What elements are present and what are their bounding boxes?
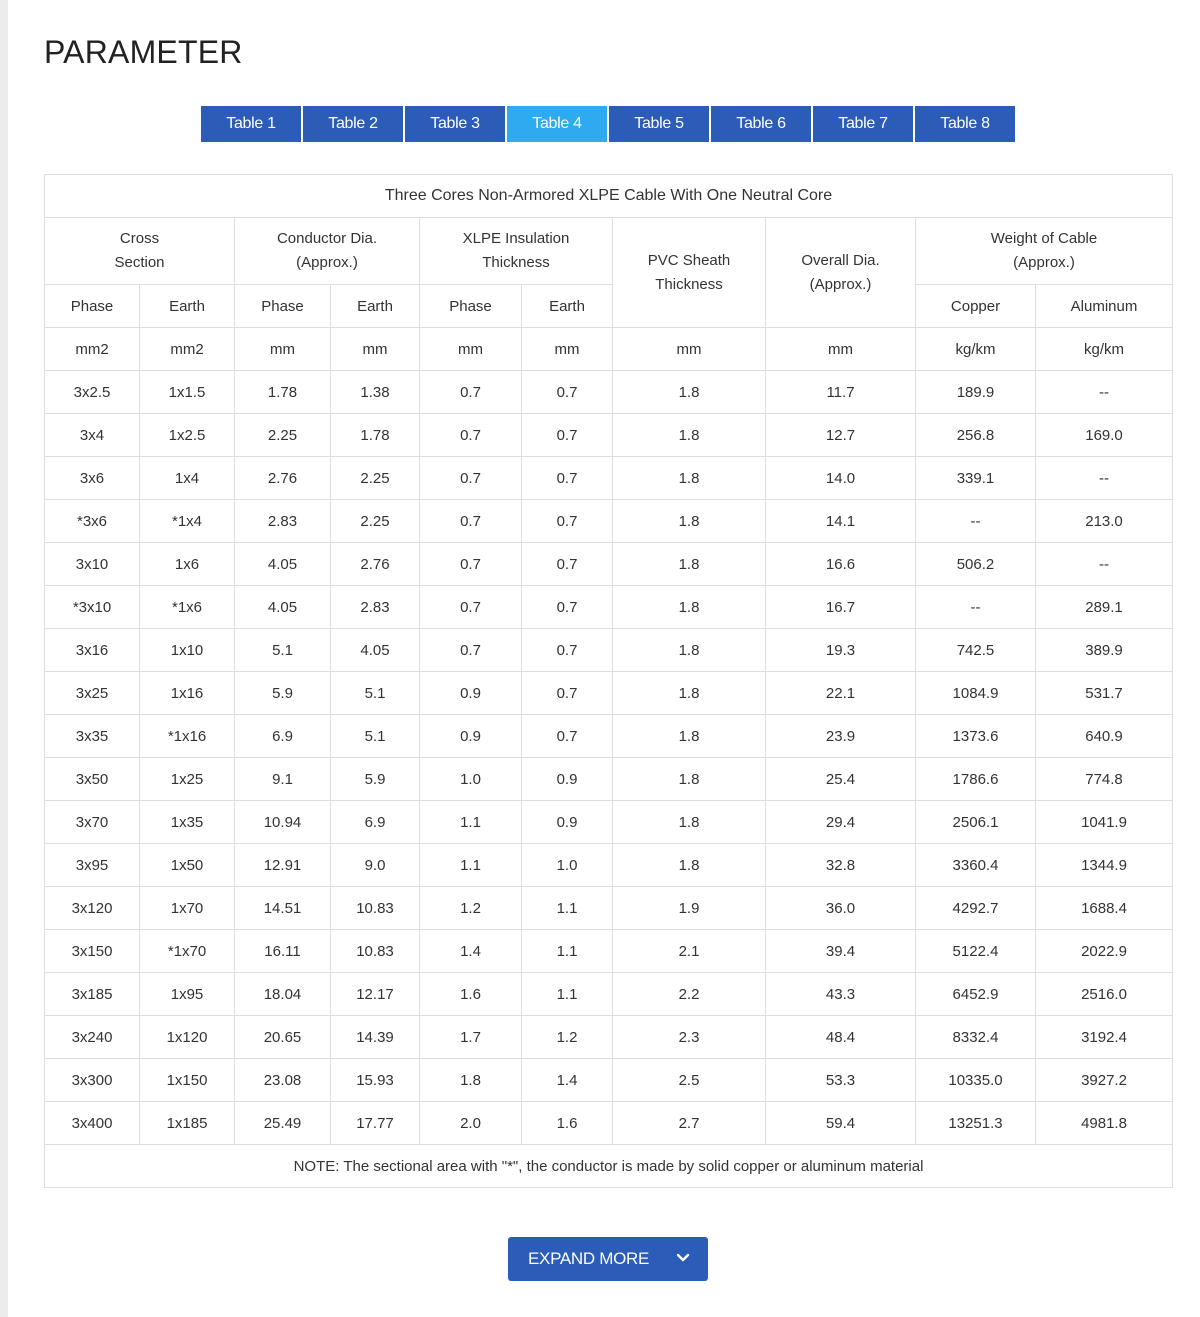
unit-cell: mm xyxy=(420,328,522,371)
table-cell: 3x4 xyxy=(45,414,140,457)
table-cell: 1.7 xyxy=(420,1016,522,1059)
table-cell: 2.1 xyxy=(613,930,766,973)
table-cell: 3x16 xyxy=(45,629,140,672)
header-pvc-sheath: PVC Sheath Thickness xyxy=(613,218,766,328)
table-cell: 1.8 xyxy=(613,844,766,887)
table-cell: 19.3 xyxy=(766,629,916,672)
table-cell: 1373.6 xyxy=(916,715,1036,758)
table-cell: 640.9 xyxy=(1036,715,1173,758)
table-cell: 1x35 xyxy=(140,801,235,844)
table-cell: 0.7 xyxy=(522,414,613,457)
table-cell: 25.4 xyxy=(766,758,916,801)
table-cell: 13251.3 xyxy=(916,1102,1036,1145)
table-cell: 3x240 xyxy=(45,1016,140,1059)
table-cell: 3x300 xyxy=(45,1059,140,1102)
table-cell: 3x25 xyxy=(45,672,140,715)
table-cell: 18.04 xyxy=(235,973,331,1016)
table-cell: 2.76 xyxy=(235,457,331,500)
table-cell: 1x70 xyxy=(140,887,235,930)
table-cell: 4.05 xyxy=(235,586,331,629)
table-cell: 1x10 xyxy=(140,629,235,672)
table-cell: 43.3 xyxy=(766,973,916,1016)
table-cell: 0.7 xyxy=(522,543,613,586)
table-cell: 3x35 xyxy=(45,715,140,758)
table-cell: 29.4 xyxy=(766,801,916,844)
table-cell: 2.25 xyxy=(331,500,420,543)
subheader-cell: Phase xyxy=(235,285,331,328)
table-cell: 189.9 xyxy=(916,371,1036,414)
table-cell: 1084.9 xyxy=(916,672,1036,715)
table-cell: 2.76 xyxy=(331,543,420,586)
table-row xyxy=(45,801,1173,844)
table-cell: 1.4 xyxy=(522,1059,613,1102)
table-cell: 0.9 xyxy=(522,801,613,844)
table-cell: 213.0 xyxy=(1036,500,1173,543)
table-cell: 10.83 xyxy=(331,930,420,973)
table-cell: 4.05 xyxy=(331,629,420,672)
table-cell: 0.7 xyxy=(420,500,522,543)
table-row xyxy=(45,1102,1173,1145)
table-cell: 8332.4 xyxy=(916,1016,1036,1059)
unit-cell: mm2 xyxy=(45,328,140,371)
table-cell: 1.8 xyxy=(613,801,766,844)
table-cell: *1x6 xyxy=(140,586,235,629)
table-cell: 6452.9 xyxy=(916,973,1036,1016)
table-row xyxy=(45,371,1173,414)
table-cell: 1.4 xyxy=(420,930,522,973)
table-cell: 23.9 xyxy=(766,715,916,758)
table-cell: 774.8 xyxy=(1036,758,1173,801)
table-cell: 1x120 xyxy=(140,1016,235,1059)
table-cell: 11.7 xyxy=(766,371,916,414)
table-row xyxy=(45,887,1173,930)
table-cell: 289.1 xyxy=(1036,586,1173,629)
header-weight: Weight of Cable (Approx.) xyxy=(916,218,1173,285)
table-row xyxy=(45,457,1173,500)
table-cell: 3x95 xyxy=(45,844,140,887)
table-cell: 1786.6 xyxy=(916,758,1036,801)
table-cell: 1x185 xyxy=(140,1102,235,1145)
table-cell: 1.8 xyxy=(613,543,766,586)
table-cell: 2506.1 xyxy=(916,801,1036,844)
table-cell: 16.6 xyxy=(766,543,916,586)
table-cell: 2.7 xyxy=(613,1102,766,1145)
table-row xyxy=(45,500,1173,543)
table-cell: 1x2.5 xyxy=(140,414,235,457)
table-cell: 20.65 xyxy=(235,1016,331,1059)
table-cell: 0.7 xyxy=(522,500,613,543)
page-left-edge xyxy=(0,0,8,1317)
table-cell: 3x2.5 xyxy=(45,371,140,414)
table-cell: 3927.2 xyxy=(1036,1059,1173,1102)
table-cell: 1x4 xyxy=(140,457,235,500)
subheader-cell: Earth xyxy=(331,285,420,328)
table-cell: 1.1 xyxy=(522,930,613,973)
table-cell: 3x150 xyxy=(45,930,140,973)
unit-cell: mm xyxy=(522,328,613,371)
table-cell: 2.0 xyxy=(420,1102,522,1145)
table-cell: 1.8 xyxy=(613,629,766,672)
table-cell: 2.83 xyxy=(331,586,420,629)
unit-cell: mm xyxy=(331,328,420,371)
table-cell: 14.0 xyxy=(766,457,916,500)
table-cell: 12.7 xyxy=(766,414,916,457)
table-cell: 1x50 xyxy=(140,844,235,887)
table-cell: 1.2 xyxy=(522,1016,613,1059)
table-cell: 6.9 xyxy=(235,715,331,758)
table-cell: 0.7 xyxy=(420,371,522,414)
table-cell: 339.1 xyxy=(916,457,1036,500)
table-cell: 0.7 xyxy=(522,715,613,758)
table-cell: 1.6 xyxy=(420,973,522,1016)
table-cell: 2.25 xyxy=(331,457,420,500)
table-cell: 0.7 xyxy=(420,543,522,586)
table-note: NOTE: The sectional area with "*", the conductor is made by solid copper or aluminum material xyxy=(45,1145,1173,1188)
table-cell: 23.08 xyxy=(235,1059,331,1102)
table-cell: 389.9 xyxy=(1036,629,1173,672)
table-cell: 3360.4 xyxy=(916,844,1036,887)
table-row xyxy=(45,672,1173,715)
unit-cell: mm2 xyxy=(140,328,235,371)
table-cell: 531.7 xyxy=(1036,672,1173,715)
table-cell: 32.8 xyxy=(766,844,916,887)
table-cell: 14.39 xyxy=(331,1016,420,1059)
table-cell: 3x50 xyxy=(45,758,140,801)
table-cell: 10.94 xyxy=(235,801,331,844)
table-cell: 4.05 xyxy=(235,543,331,586)
table-cell: *1x16 xyxy=(140,715,235,758)
table-cell: 1.8 xyxy=(613,758,766,801)
tab-table-1[interactable]: Table 1 xyxy=(201,106,301,142)
table-cell: 5.9 xyxy=(331,758,420,801)
table-cell: 1.1 xyxy=(420,844,522,887)
table-cell: *1x70 xyxy=(140,930,235,973)
table-cell: 1.78 xyxy=(331,414,420,457)
table-cell: 3x10 xyxy=(45,543,140,586)
tab-table-8[interactable]: Table 8 xyxy=(915,106,1015,142)
table-cell: 39.4 xyxy=(766,930,916,973)
table-cell: 9.0 xyxy=(331,844,420,887)
table-cell: 25.49 xyxy=(235,1102,331,1145)
table-cell: 16.7 xyxy=(766,586,916,629)
units-row xyxy=(45,328,1173,371)
table-cell: 0.7 xyxy=(522,629,613,672)
table-cell: 1.2 xyxy=(420,887,522,930)
table-cell: *3x10 xyxy=(45,586,140,629)
unit-cell: mm xyxy=(766,328,916,371)
table-cell: 1x6 xyxy=(140,543,235,586)
table-cell: 1.0 xyxy=(420,758,522,801)
unit-cell: kg/km xyxy=(916,328,1036,371)
table-cell: 0.9 xyxy=(522,758,613,801)
table-cell: 1.1 xyxy=(522,973,613,1016)
table-row xyxy=(45,930,1173,973)
table-cell: 1041.9 xyxy=(1036,801,1173,844)
header-cross-section: Cross Section xyxy=(45,218,235,285)
subheader-cell: Earth xyxy=(140,285,235,328)
subheader-cell: Phase xyxy=(45,285,140,328)
table-cell: 1x95 xyxy=(140,973,235,1016)
table-cell: 2.3 xyxy=(613,1016,766,1059)
table-cell: 36.0 xyxy=(766,887,916,930)
table-cell: 2.25 xyxy=(235,414,331,457)
table-row xyxy=(45,715,1173,758)
table-cell: 1344.9 xyxy=(1036,844,1173,887)
table-cell: 2516.0 xyxy=(1036,973,1173,1016)
table-cell: 1.8 xyxy=(420,1059,522,1102)
table-cell: 53.3 xyxy=(766,1059,916,1102)
table-cell: 1.8 xyxy=(613,500,766,543)
table-cell: 12.17 xyxy=(331,973,420,1016)
table-cell: 1.0 xyxy=(522,844,613,887)
table-cell: 1.1 xyxy=(522,887,613,930)
table-cell: 16.11 xyxy=(235,930,331,973)
table-cell: 3x185 xyxy=(45,973,140,1016)
table-row xyxy=(45,1059,1173,1102)
unit-cell: kg/km xyxy=(1036,328,1173,371)
table-row xyxy=(45,973,1173,1016)
subheader-cell: Aluminum xyxy=(1036,285,1173,328)
table-cell: 1x150 xyxy=(140,1059,235,1102)
table-cell: 59.4 xyxy=(766,1102,916,1145)
unit-cell: mm xyxy=(235,328,331,371)
tab-table-5[interactable]: Table 5 xyxy=(609,106,709,142)
tab-table-4[interactable]: Table 4 xyxy=(507,106,607,142)
chevron-down-icon xyxy=(676,1253,690,1263)
table-row xyxy=(45,543,1173,586)
table-row xyxy=(45,844,1173,887)
table-row xyxy=(45,758,1173,801)
subheader-cell: Phase xyxy=(420,285,522,328)
table-cell: 0.7 xyxy=(522,371,613,414)
table-row xyxy=(45,629,1173,672)
table-cell: *3x6 xyxy=(45,500,140,543)
table-cell: 5122.4 xyxy=(916,930,1036,973)
table-row xyxy=(45,414,1173,457)
table-cell: 17.77 xyxy=(331,1102,420,1145)
table-cell: 1.8 xyxy=(613,586,766,629)
expand-more-label: EXPAND MORE xyxy=(528,1249,650,1268)
table-cell: 0.7 xyxy=(522,457,613,500)
table-cell: 506.2 xyxy=(916,543,1036,586)
table-cell: 1.38 xyxy=(331,371,420,414)
table-cell: 48.4 xyxy=(766,1016,916,1059)
subheader-cell: Copper xyxy=(916,285,1036,328)
tab-table-6[interactable]: Table 6 xyxy=(711,106,811,142)
table-cell: 2022.9 xyxy=(1036,930,1173,973)
table-cell: 22.1 xyxy=(766,672,916,715)
table-cell: -- xyxy=(1036,371,1173,414)
table-cell: 3x70 xyxy=(45,801,140,844)
table-cell: 2.2 xyxy=(613,973,766,1016)
table-cell: 10335.0 xyxy=(916,1059,1036,1102)
page-title: PARAMETER xyxy=(44,34,243,70)
tab-table-2[interactable]: Table 2 xyxy=(303,106,403,142)
table-cell: 1.8 xyxy=(613,672,766,715)
table-cell: 4292.7 xyxy=(916,887,1036,930)
table-row xyxy=(45,586,1173,629)
table-cell: 5.1 xyxy=(235,629,331,672)
table-cell: 1.6 xyxy=(522,1102,613,1145)
table-cell: 0.9 xyxy=(420,672,522,715)
table-cell: 9.1 xyxy=(235,758,331,801)
header-xlpe-insulation: XLPE Insulation Thickness xyxy=(420,218,613,285)
table-cell: 14.51 xyxy=(235,887,331,930)
table-cell: 6.9 xyxy=(331,801,420,844)
table-cell: 5.1 xyxy=(331,672,420,715)
table-cell: -- xyxy=(916,500,1036,543)
table-cell: 742.5 xyxy=(916,629,1036,672)
table-cell: 1x25 xyxy=(140,758,235,801)
table-cell: 5.9 xyxy=(235,672,331,715)
table-cell: 3x120 xyxy=(45,887,140,930)
table-cell: -- xyxy=(1036,543,1173,586)
table-cell: 169.0 xyxy=(1036,414,1173,457)
table-cell: -- xyxy=(916,586,1036,629)
table-cell: -- xyxy=(1036,457,1173,500)
table-cell: 1.78 xyxy=(235,371,331,414)
table-row xyxy=(45,1016,1173,1059)
table-tabs xyxy=(201,106,1015,142)
table-caption: Three Cores Non-Armored XLPE Cable With One Neutral Core xyxy=(45,175,1173,218)
table-cell: 3x400 xyxy=(45,1102,140,1145)
table-cell: 1x16 xyxy=(140,672,235,715)
table-cell: 0.7 xyxy=(420,414,522,457)
table-cell: 256.8 xyxy=(916,414,1036,457)
table-cell: 1.9 xyxy=(613,887,766,930)
table-cell: 3192.4 xyxy=(1036,1016,1173,1059)
table-cell: 0.7 xyxy=(522,586,613,629)
subheader-cell: Earth xyxy=(522,285,613,328)
table-cell: 3x6 xyxy=(45,457,140,500)
table-cell: 14.1 xyxy=(766,500,916,543)
table-cell: 0.9 xyxy=(420,715,522,758)
table-cell: 0.7 xyxy=(420,629,522,672)
table-cell: 0.7 xyxy=(420,457,522,500)
table-cell: 1.8 xyxy=(613,371,766,414)
header-conductor-dia: Conductor Dia. (Approx.) xyxy=(235,218,420,285)
table-cell: 1688.4 xyxy=(1036,887,1173,930)
table-cell: 4981.8 xyxy=(1036,1102,1173,1145)
table-cell: 5.1 xyxy=(331,715,420,758)
tab-table-3[interactable]: Table 3 xyxy=(405,106,505,142)
header-overall-dia: Overall Dia. (Approx.) xyxy=(766,218,916,328)
table-cell: 1.8 xyxy=(613,457,766,500)
table-cell: 1.8 xyxy=(613,715,766,758)
table-cell: 1.1 xyxy=(420,801,522,844)
table-cell: 15.93 xyxy=(331,1059,420,1102)
expand-more-button[interactable] xyxy=(508,1237,708,1281)
table-cell: 12.91 xyxy=(235,844,331,887)
parameter-table xyxy=(44,174,1173,1188)
unit-cell: mm xyxy=(613,328,766,371)
table-cell: 10.83 xyxy=(331,887,420,930)
tab-table-7[interactable]: Table 7 xyxy=(813,106,913,142)
table-body xyxy=(45,371,1173,1145)
table-cell: 2.5 xyxy=(613,1059,766,1102)
table-cell: 0.7 xyxy=(522,672,613,715)
table-cell: *1x4 xyxy=(140,500,235,543)
table-cell: 1.8 xyxy=(613,414,766,457)
table-cell: 0.7 xyxy=(420,586,522,629)
table-cell: 2.83 xyxy=(235,500,331,543)
table-cell: 1x1.5 xyxy=(140,371,235,414)
